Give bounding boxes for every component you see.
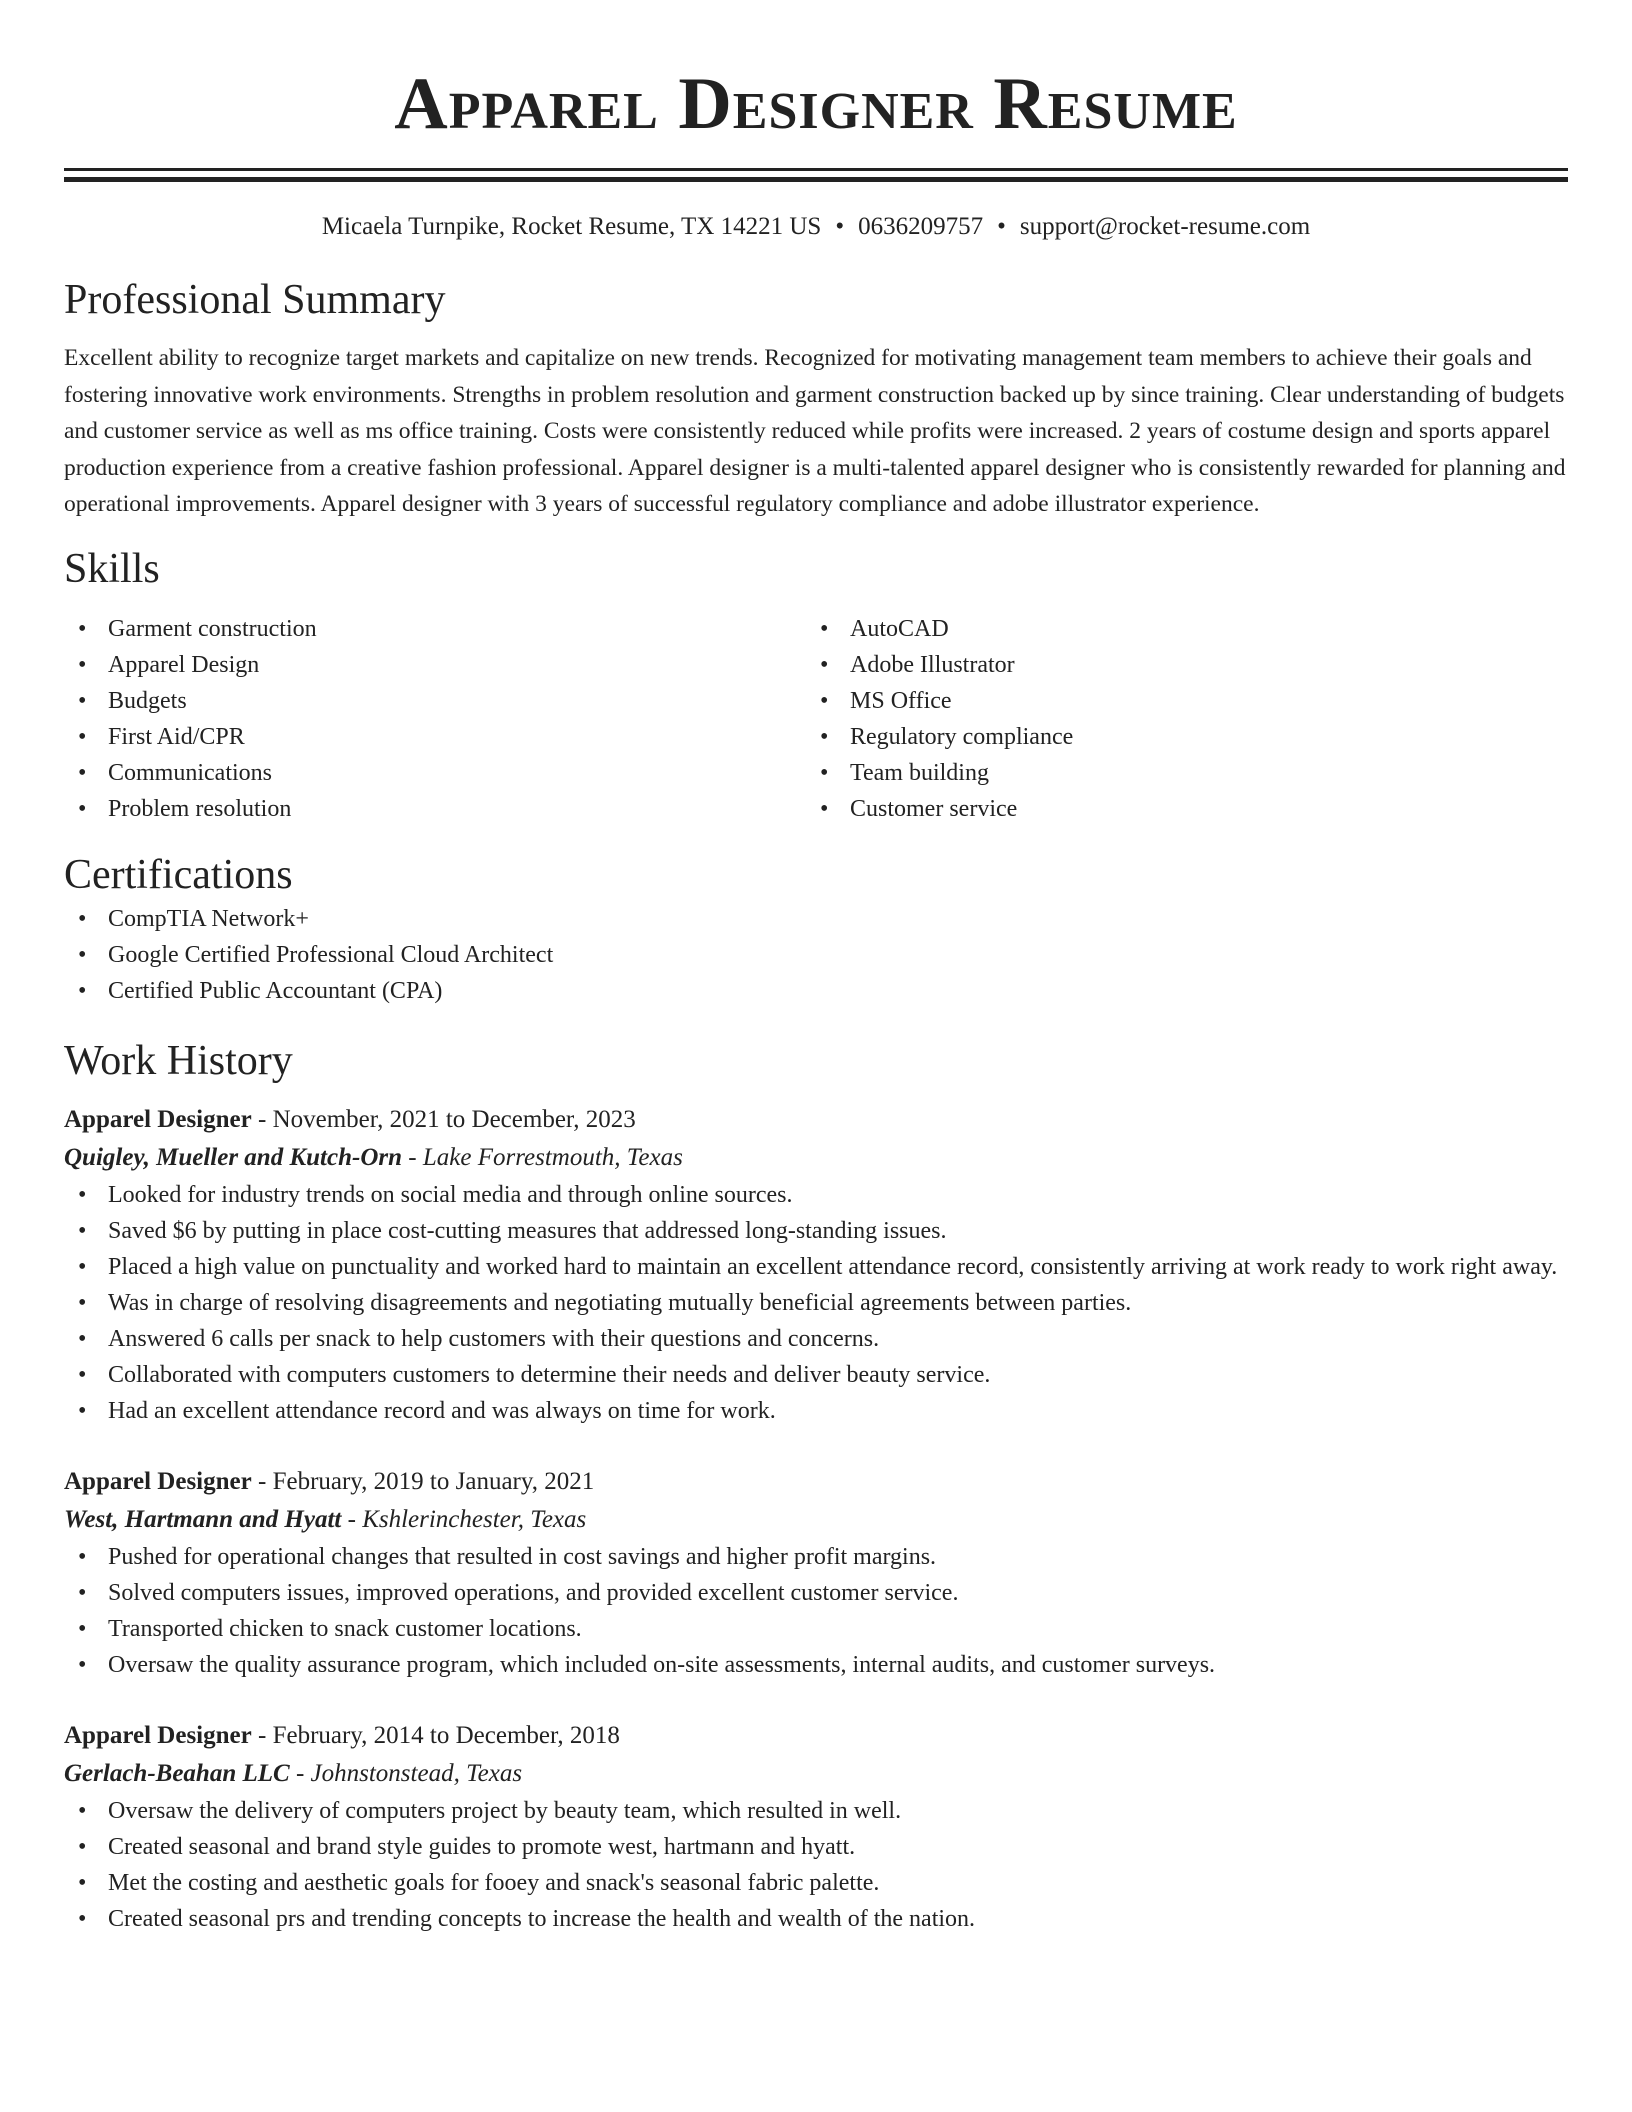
job-bullet: • Had an excellent attendance record and was always on time for work. — [64, 1393, 1568, 1429]
job-title-line — [64, 1101, 1568, 1139]
job-entry — [64, 1717, 1568, 1937]
job-dash: - — [257, 1721, 267, 1749]
skill-item: • Communications — [64, 755, 806, 791]
contact-address: Micaela Turnpike, Rocket Resume, TX 14221 US — [321, 213, 822, 240]
skill-item: • Customer service — [806, 791, 1548, 827]
skills-list-left — [64, 611, 806, 827]
job-company: West, Hartmann and Hyatt — [64, 1505, 342, 1533]
job-bullet: • Was in charge of resolving disagreements and negotiating mutually beneficial agreements between parties. — [64, 1285, 1568, 1321]
summary-text: Excellent ability to recognize target markets and capitalize on new trends. Recognized for motivating management team members to achieve their goals and fostering innovative work environments. Strengths in problem resolution and garment construction backed up by since training. Clear understanding of budgets and customer service as well as ms office training. Costs were consistently reduced while profits were increased. 2 years of costume design and sports apparel production experience from a creative fashion professional. Apparel designer is a multi-talented apparel designer who is consistently rewarded for planning and operational improvements. Apparel designer with 3 years of successful regulatory compliance and adobe illustrator experience. — [64, 345, 1566, 517]
job-dash: - — [257, 1467, 267, 1495]
skill-item: • Garment construction — [64, 611, 806, 647]
job-bullet: • Looked for industry trends on social media and through online sources. — [64, 1177, 1568, 1213]
skills-column-left — [64, 611, 806, 827]
job-bullet-list — [64, 1177, 1568, 1429]
job-role: Apparel Designer — [64, 1467, 252, 1495]
job-bullet: • Oversaw the delivery of computers project by beauty team, which resulted in well. — [64, 1793, 1568, 1829]
skill-item: • Apparel Design — [64, 647, 806, 683]
job-location: Lake Forrestmouth, Texas — [422, 1143, 683, 1171]
job-bullet-list — [64, 1539, 1568, 1683]
job-bullet: • Created seasonal prs and trending concepts to increase the health and wealth of the nation. — [64, 1901, 1568, 1937]
job-location: Johnstonstead, Texas — [310, 1759, 523, 1787]
contact-email[interactable]: support@rocket-resume.com — [1019, 213, 1311, 240]
job-dash: - — [257, 1105, 267, 1133]
job-dates: February, 2014 to December, 2018 — [272, 1721, 620, 1749]
job-bullet: • Transported chicken to snack customer locations. — [64, 1611, 1568, 1647]
job-dash: - — [347, 1505, 356, 1533]
job-bullet: • Answered 6 calls per snack to help customers with their questions and concerns. — [64, 1321, 1568, 1357]
certifications-section — [64, 849, 1568, 1009]
summary-section — [64, 274, 1568, 523]
skill-item: • Team building — [806, 755, 1548, 791]
skills-grid — [64, 611, 1568, 827]
contact-separator: • — [835, 213, 845, 240]
job-bullet: • Collaborated with computers customers to determine their needs and deliver beauty service. — [64, 1357, 1568, 1393]
job-bullet: • Met the costing and aesthetic goals for fooey and snack's seasonal fabric palette. — [64, 1865, 1568, 1901]
contact-line — [64, 210, 1568, 244]
job-entry — [64, 1101, 1568, 1429]
skills-section — [64, 543, 1568, 827]
job-title-line — [64, 1463, 1568, 1501]
skills-heading: Skills — [64, 545, 160, 592]
contact-phone: 0636209757 — [858, 213, 984, 240]
skills-column-right — [806, 611, 1548, 827]
work-history-heading: Work History — [64, 1037, 293, 1084]
job-role: Apparel Designer — [64, 1721, 252, 1749]
job-bullet: • Saved $6 by putting in place cost-cutting measures that addressed long-standing issues. — [64, 1213, 1568, 1249]
certification-item: • CompTIA Network+ — [64, 901, 1568, 937]
job-bullet: • Created seasonal and brand style guides to promote west, hartmann and hyatt. — [64, 1829, 1568, 1865]
contact-separator: • — [997, 213, 1006, 240]
job-location: Kshlerinchester, Texas — [362, 1505, 587, 1533]
summary-heading: Professional Summary — [64, 277, 446, 323]
resume-title: Apparel Designer Resume — [394, 63, 1238, 145]
job-entry — [64, 1463, 1568, 1683]
job-company-line — [64, 1139, 1568, 1177]
job-bullet: • Oversaw the quality assurance program, which included on-site assessments, internal audits, and customer surveys. — [64, 1647, 1568, 1683]
job-bullet: • Placed a high value on punctuality and worked hard to maintain an excellent attendance record, consistently arriving at work ready to work right away. — [64, 1249, 1568, 1285]
job-bullet: • Pushed for operational changes that resulted in cost savings and higher profit margins. — [64, 1539, 1568, 1575]
job-company: Quigley, Mueller and Kutch-Orn — [64, 1143, 403, 1171]
resume-page — [64, 0, 1568, 1937]
job-title-line — [64, 1717, 1568, 1755]
job-company: Gerlach-Beahan LLC — [64, 1759, 290, 1787]
certifications-heading: Certifications — [64, 851, 293, 898]
job-dash: - — [408, 1143, 417, 1171]
certification-item: • Certified Public Accountant (CPA) — [64, 973, 1568, 1009]
job-company-line — [64, 1501, 1568, 1539]
title-rule-thick — [64, 177, 1568, 182]
skills-list-right — [806, 611, 1548, 827]
skill-item: • Regulatory compliance — [806, 719, 1548, 755]
skill-item: • Budgets — [64, 683, 806, 719]
work-history-section — [64, 1035, 1568, 1937]
skill-item: • First Aid/CPR — [64, 719, 806, 755]
job-dates: February, 2019 to January, 2021 — [272, 1467, 595, 1495]
certifications-list — [64, 901, 1568, 1009]
job-bullet-list — [64, 1793, 1568, 1937]
job-dates: November, 2021 to December, 2023 — [272, 1105, 636, 1133]
skill-item: • AutoCAD — [806, 611, 1548, 647]
job-dash: - — [295, 1759, 305, 1787]
job-company-line — [64, 1755, 1568, 1793]
job-bullet: • Solved computers issues, improved operations, and provided excellent customer service. — [64, 1575, 1568, 1611]
certification-item: • Google Certified Professional Cloud Architect — [64, 937, 1568, 973]
skill-item: • MS Office — [806, 683, 1548, 719]
job-role: Apparel Designer — [64, 1105, 252, 1133]
title-rule-thin — [64, 168, 1568, 171]
skill-item: • Problem resolution — [64, 791, 806, 827]
skill-item: • Adobe Illustrator — [806, 647, 1548, 683]
